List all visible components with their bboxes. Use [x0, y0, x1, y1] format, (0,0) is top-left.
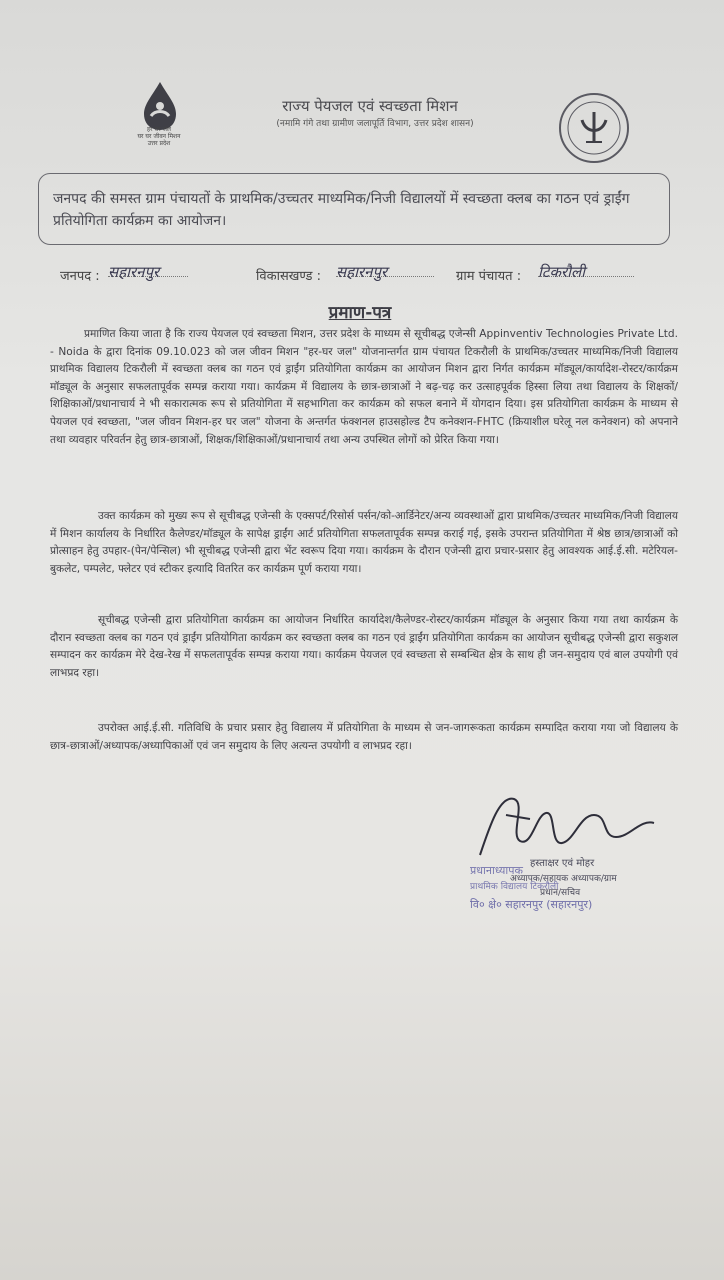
stamp-line-2: प्राथमिक विद्यालय टिकरौली [470, 882, 559, 892]
signature-line-3: प्रधान/सचिव [540, 888, 581, 898]
signature-block [470, 785, 670, 925]
paragraph-1: प्रमाणित किया जाता है कि राज्य पेयजल एवं स्वच्छता मिशन, उत्तर प्रदेश के माध्यम से सूचीबद्ध एजेन्सी Appinventiv Technologies Private Ltd. - Noida के द्वारा दिनांक 09.10.023 को जल जीवन मिशन "हर-घर जल" योजनान्तर्गत ग्राम पंचायत टिकरौली के प्राथमिक/उच्चतर माध्यमिक/निजी विद्यालय प्राथमिक विद्यालय टिकरौली में स्वच्छता क्लब का गठन एवं ड्राईंग प्रतियोगिता कार्यक्रम का आयोजन मिशन द्वारा निर्गत कार्यक्रम मॉड्यूल/कार्यादेश-रोस्टर/कार्यक्रम मॉड्यूल के अनुसार सफलतापूर्वक सम्पन्न कराया गया। कार्यक्रम में विद्यालय के छात्र-छात्राओं ने बढ़-चढ़ कर उत्साहपूर्वक हिस्सा लिया तथा विद्यालय के शिक्षकों/शिक्षिकाओं/प्रधानाचार्य ने भी सकारात्मक रूप से प्रतियोगिता में सहभागिता कर कार्यक्रम को सफल बनाने में योगदान दिया। इस प्रतियोगिता कार्यक्रम के माध्यम से पेयजल एवं स्वच्छता, "जल जीवन मिशन-हर घर जल" योजना के अन्तर्गत फंक्शनल हाउसहोल्ड टैप कनेक्शन-FHTC (क्रियाशील घरेलू नल कनेक्शन) को अपनाने तथा व्यवहार परिवर्तन हेतु छात्र-छात्राओं, शिक्षक/शिक्षिकाओं/प्रधानाचार्य तथा अन्य उपस्थित लोगों को प्रेरित किया गया। [50, 328, 678, 446]
location-fields [0, 263, 724, 288]
certificate-heading: प्रमाण-पत्र [328, 303, 392, 323]
block-label: विकासखण्ड : [256, 269, 322, 284]
panchayat-value: टिकरौली [538, 262, 634, 277]
up-government-emblem-icon [556, 90, 632, 166]
signature-line-1: हस्ताक्षर एवं मोहर [530, 858, 595, 869]
paragraph-4: उपरोक्त आई.ई.सी. गतिविधि के प्रचार प्रसार हेतु विद्यालय में प्रतियोगिता के माध्यम से जन-जागरूकता कार्यक्रम सम्पादित कराया गया जो विद्यालय के छात्र-छात्राओं/अध्यापक/अध्यापिकाओं एवं जन समुदाय के लिए अत्यन्त उपयोगी व लाभप्रद रहा। [50, 722, 678, 752]
district-label: जनपद : [60, 269, 100, 284]
signature-line-2: अध्यापक/सहायक अध्यापक/ग्राम [510, 874, 617, 884]
block-value: सहारनपुर [336, 262, 434, 277]
paragraph-3: सूचीबद्ध एजेन्सी द्वारा प्रतियोगिता कार्यक्रम का आयोजन निर्धारित कार्यादेश/कैलेण्डर-रोस्टर/कार्यक्रम मॉड्यूल के अनुसार किया गया तथा कार्यक्रम के दौरान स्वच्छता क्लब का गठन एवं ड्राईंग प्रतियोगिता कार्यक्रम कर स्वच्छता क्लब का गठन एवं ड्राईंग प्रतियोगिता कार्यक्रम का आयोजन सूचीबद्ध एजेन्सी द्वारा सकुशल सम्पादन कर कार्यक्रम मेरे देख-रेख में सफलतापूर्वक सम्पन्न कराया गया। कार्यक्रम पेयजल एवं स्वच्छता से सम्बन्धित क्षेत्र के साथ ही जन-समुदाय एवं बाल उपयोगी एवं लाभप्रद रहा। [50, 614, 678, 679]
stamp-line-3: वि० क्षे० सहारनपुर (सहारनपुर) [470, 898, 593, 911]
district-value: सहारनपुर [108, 262, 188, 277]
header-title: राज्य पेयजल एवं स्वच्छता मिशन [282, 97, 458, 115]
stamp-line-1: प्रधानाध्यापक [470, 864, 523, 877]
logo-left-caption: हर घर जल घर घर जीवन मिशन उत्तर प्रदेश [137, 126, 181, 147]
header-subtitle: (नमामि गंगे तथा ग्रामीण जलापूर्ति विभाग, उत्तर प्रदेश शासन) [276, 119, 474, 129]
handwritten-signature-icon [470, 785, 670, 865]
subject-box: जनपद की समस्त ग्राम पंचायतों के प्राथमिक/उच्चतर माध्यमिक/निजी विद्यालयों में स्वच्छता क्लब का गठन एवं ड्राईंग प्रतियोगिता कार्यक्रम का आयोजन। [38, 173, 670, 245]
panchayat-label: ग्राम पंचायत : [456, 269, 522, 284]
paragraph-2: उक्त कार्यक्रम को मुख्य रूप से सूचीबद्ध एजेन्सी के एक्सपर्ट/रिसोर्स पर्सन/को-आर्डिनेटर/अन्य व्यवस्थाओं द्वारा प्राथमिक/उच्चतर माध्यमिक/निजी विद्यालय में मिशन कार्यालय के निर्धारित कैलेण्डर/मॉड्यूल के सापेक्ष ड्राईंग आर्ट प्रतियोगिता सफलतापूर्वक सम्पन्न कराई गई, इसके उपरान्त प्रतियोगिता में श्रेष्ठ छात्र/छात्राओं को प्रोत्साहन हेतु उपहार-(पेन/पेन्सिल) भी सूचीबद्ध एजेन्सी द्वारा भेंट स्वरूप दिया गया। कार्यक्रम के दौरान एजेन्सी द्वारा प्रचार-प्रसार हेतु आवश्यक आई.ई.सी. मटेरियल-बुकलेट, पम्पलेट, फ्लेटर एवं स्टीकर इत्यादि वितरित कर कार्यक्रम पूर्ण कराया गया। [50, 510, 678, 575]
